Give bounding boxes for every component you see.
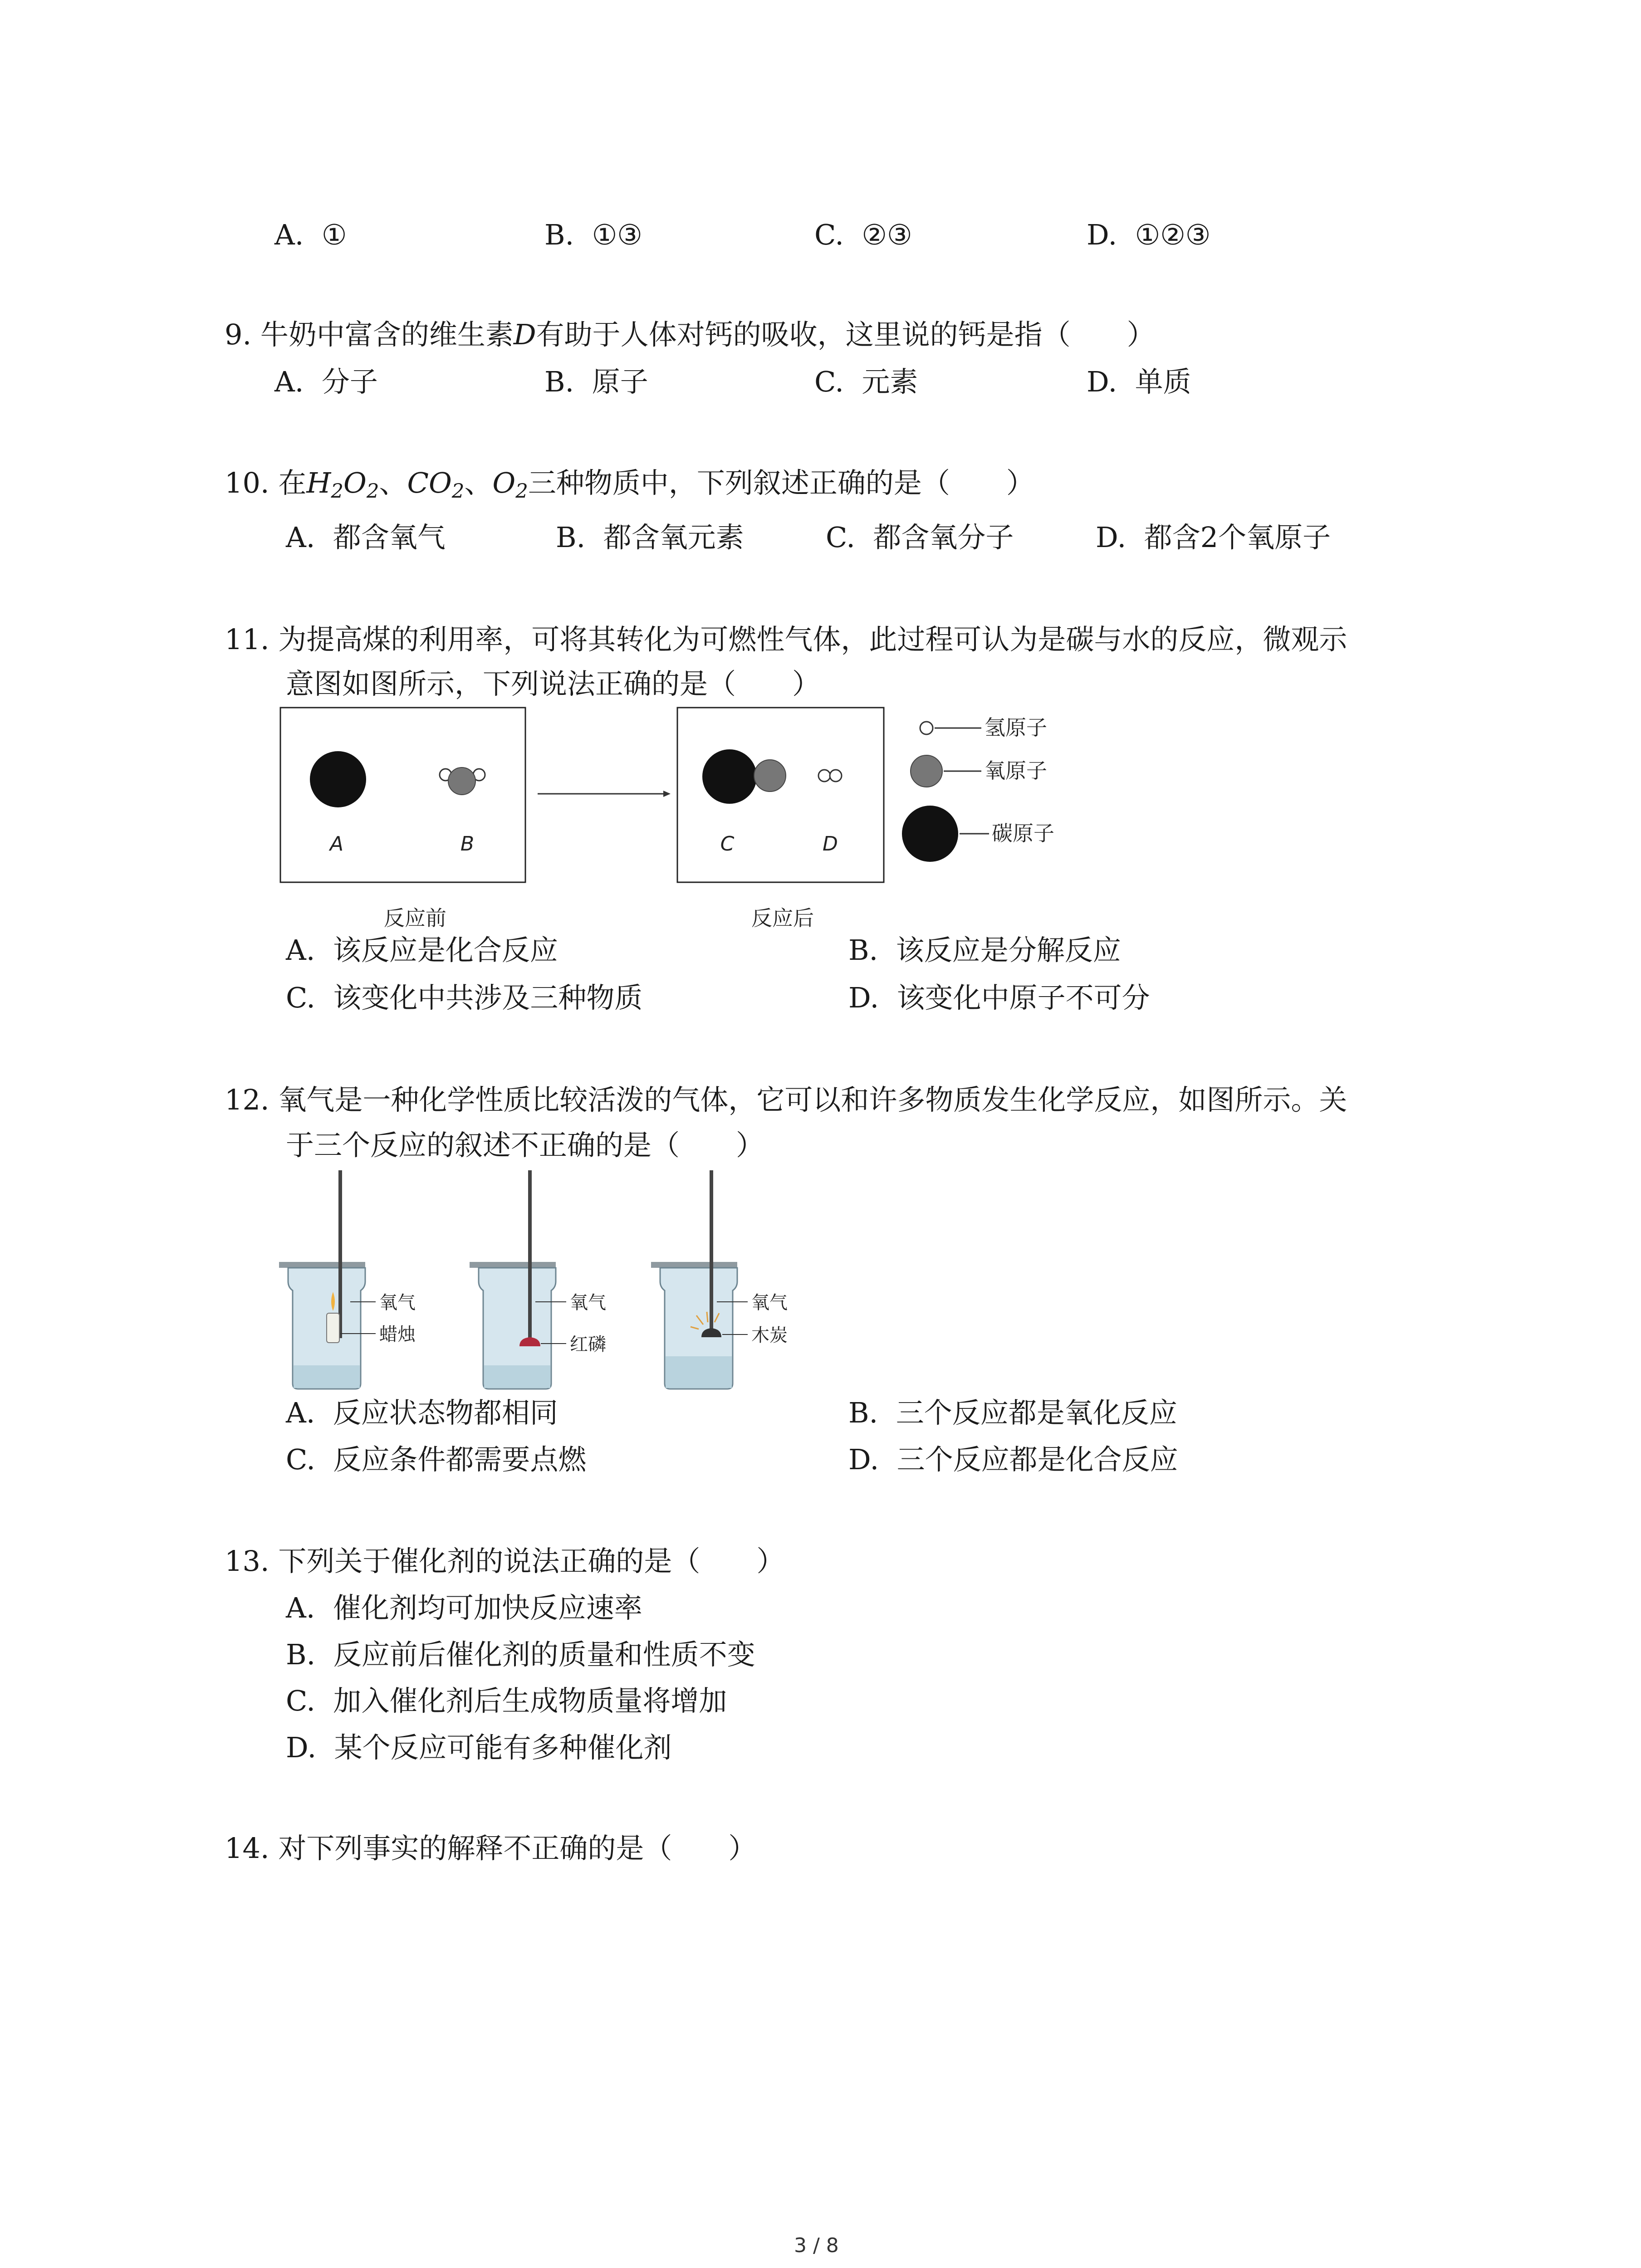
jar2-gas-label: 氧气 (570, 1292, 606, 1313)
jar3-substance-label: 木炭 (751, 1325, 788, 1346)
label-b: B (460, 832, 475, 855)
q11-option-b: B. 该反应是分解反应 (848, 934, 1121, 967)
q13-stem: 13. 下列关于催化剂的说法正确的是（ ） (225, 1545, 785, 1578)
q13-option-b: B. 反应前后催化剂的质量和性质不变 (286, 1638, 755, 1671)
jar-candle (279, 1170, 416, 1389)
combustion-jars-figure (272, 1166, 862, 1402)
q12-stem-line2: 于三个反应的叙述不正确的是（ ） (286, 1129, 764, 1162)
q11-option-a: A. 该反应是化合反应 (286, 934, 558, 967)
q13-option-c: C. 加入催化剂后生成物质量将增加 (286, 1684, 727, 1717)
q9-option-c: C. 元素 (814, 365, 918, 398)
q14-stem: 14. 对下列事实的解释不正确的是（ ） (225, 1832, 757, 1865)
formula-o2: $O_2$ (492, 466, 528, 503)
q11-option-d: D. 该变化中原子不可分 (848, 981, 1150, 1014)
q8-option-b: B. ①③ (544, 218, 642, 251)
q10-option-c: C. 都含氧分子 (826, 521, 1014, 554)
q12-option-c: C. 反应条件都需要点燃 (286, 1443, 587, 1476)
jar2-substance-label: 红磷 (570, 1334, 606, 1355)
h2-molecule-d (818, 770, 842, 782)
co-molecule-c (702, 749, 786, 804)
formula-h2o2: $H_2O_2$ (306, 466, 379, 503)
q10-option-b: B. 都含氧元素 (556, 521, 744, 554)
q11-stem-line1: 11. 为提高煤的利用率，可将其转化为可燃性气体，此过程可认为是碳与水的反应，微观示 (225, 623, 1347, 656)
q9-stem: 9. 牛奶中富含的维生素D有助于人体对钙的吸收，这里说的钙是指（ ） (225, 318, 1155, 351)
carbon-atom-a (310, 751, 366, 807)
jar1-substance-label: 蜡烛 (379, 1324, 416, 1345)
q12-option-d: D. 三个反应都是化合反应 (848, 1443, 1178, 1476)
jar3-gas-label: 氧气 (751, 1292, 788, 1313)
page-number: 3 / 8 (794, 2234, 839, 2257)
q8-option-a: A. ① (274, 218, 347, 251)
q12-option-b: B. 三个反应都是氧化反应 (848, 1396, 1177, 1429)
q13-option-a: A. 催化剂均可加快反应速率 (286, 1591, 642, 1624)
q10-option-d: D. 都含2个氧原子 (1096, 521, 1331, 554)
jar-charcoal (651, 1170, 788, 1389)
oxygen-legend-icon (911, 755, 942, 787)
legend-oxygen-label: 氧原子 (985, 758, 1047, 783)
carbon-legend-icon (902, 806, 958, 862)
hydrogen-legend-icon (920, 722, 933, 734)
q9-option-d: D. 单质 (1087, 365, 1191, 398)
label-c: C (720, 832, 735, 855)
q9-option-b: B. 原子 (544, 365, 648, 398)
after-box (677, 708, 884, 882)
before-caption: 反应前 (384, 906, 446, 930)
q12-stem-line1: 12. 氧气是一种化学性质比较活泼的气体，它可以和许多物质发生化学反应，如图所示。关 (225, 1083, 1347, 1116)
q10-stem: 10. 在$H_2O_2$、$CO_2$、$O_2$三种物质中，下列叙述正确的是（ ） (225, 466, 1034, 503)
q11-option-c: C. 该变化中共涉及三种物质 (286, 981, 643, 1014)
label-d: D (823, 832, 838, 855)
q9-option-a: A. 分子 (274, 365, 378, 398)
legend-carbon-label: 碳原子 (992, 821, 1054, 846)
q11-stem-line2: 意图如图所示，下列说法正确的是（ ） (286, 667, 821, 700)
q10-option-a: A. 都含氧气 (286, 521, 446, 554)
q8-option-d: D. ①②③ (1087, 218, 1211, 251)
q12-option-a: A. 反应状态物都相同 (286, 1396, 558, 1429)
after-caption: 反应后 (751, 906, 814, 930)
q8-option-c: C. ②③ (814, 218, 912, 251)
q13-option-d: D. 某个反应可能有多种催化剂 (286, 1731, 672, 1764)
label-a: A (329, 832, 344, 855)
formula-co2: $CO_2$ (407, 466, 465, 503)
reaction-arrow (538, 791, 671, 797)
atom-legend (902, 715, 1054, 862)
jar-phosphorus (470, 1170, 606, 1389)
water-molecule-b (440, 767, 485, 795)
legend-hydrogen-label: 氢原子 (985, 715, 1047, 740)
reaction-diagram (272, 703, 1112, 939)
jar1-gas-label: 氧气 (379, 1292, 416, 1313)
